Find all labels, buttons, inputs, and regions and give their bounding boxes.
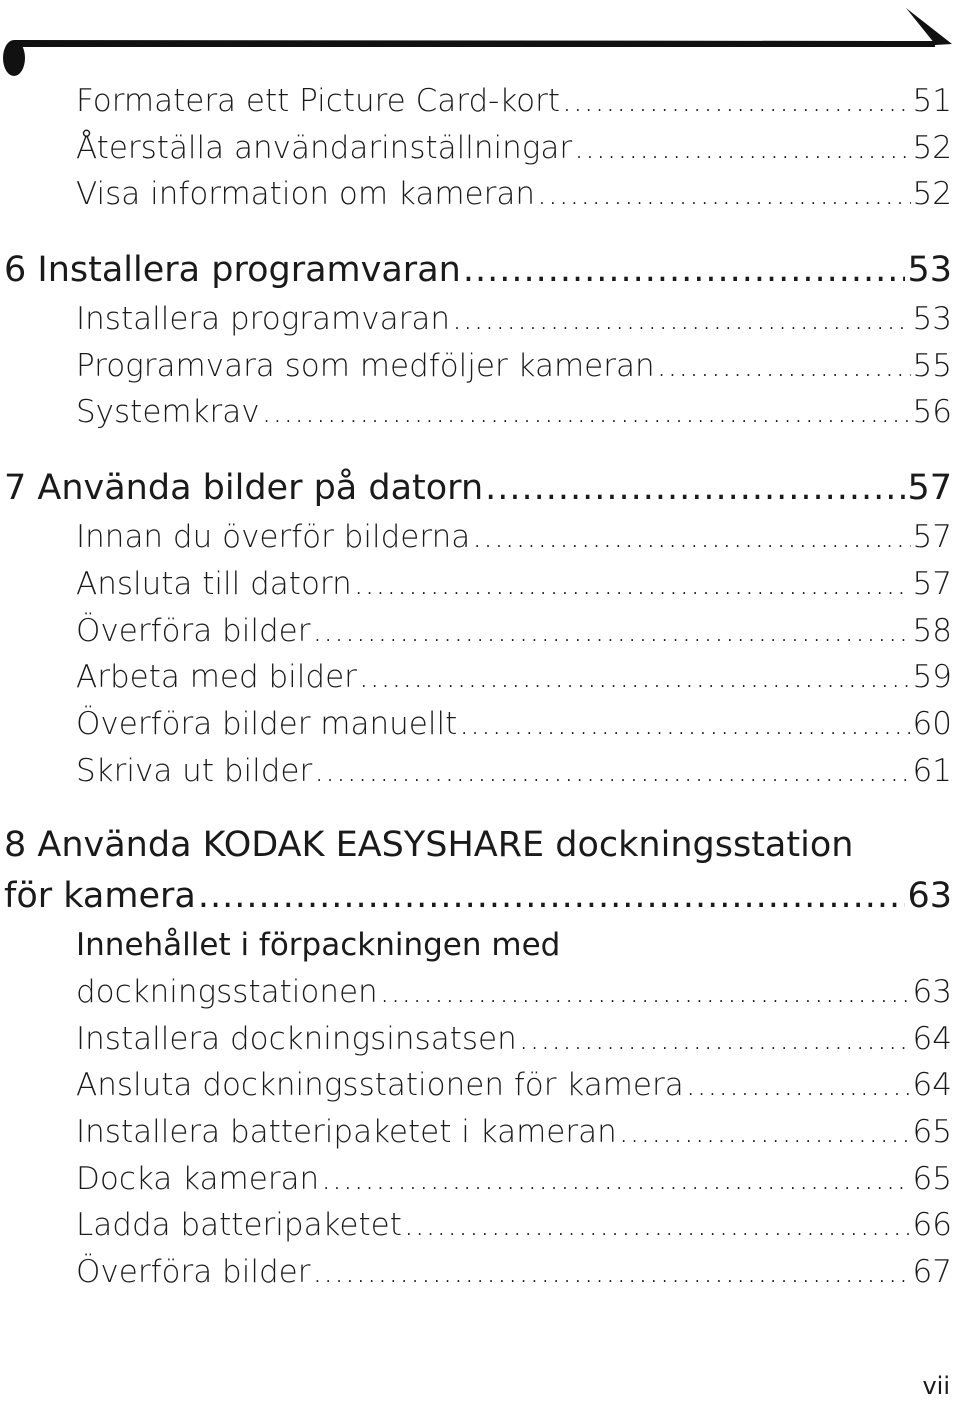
toc-entry-title: Systemkrav [76, 394, 260, 431]
toc-entry[interactable] [0, 561, 952, 608]
dot-leader [472, 514, 910, 561]
toc-entry-page: 60 [912, 705, 952, 742]
toc-entry-page: 57 [912, 519, 952, 556]
chapter-title-line[interactable]: 8 Använda KODAK EASYSHARE dockningsstation [4, 825, 854, 866]
dot-leader [359, 654, 911, 701]
chapter-title: för kamera [4, 876, 196, 917]
toc-entry[interactable] [0, 514, 952, 561]
dot-leader [452, 296, 911, 343]
toc-entry-page: 51 [912, 83, 952, 119]
dot-leader [459, 701, 910, 748]
toc-entry[interactable] [0, 1109, 952, 1156]
dot-leader [380, 969, 911, 1016]
toc-entry[interactable] [0, 1062, 952, 1109]
toc-entry-page: 66 [912, 1207, 952, 1244]
table-of-contents [0, 78, 952, 1296]
dot-leader [562, 78, 911, 125]
spacer [0, 794, 952, 820]
toc-entry-page: 64 [912, 1020, 952, 1057]
dot-leader [574, 125, 910, 172]
toc-entry-page: 58 [912, 612, 952, 649]
toc-entry[interactable] [0, 171, 952, 218]
chapter-page: 53 [907, 250, 952, 291]
dot-leader [354, 561, 911, 608]
toc-entry-title: dockningsstationen [76, 973, 378, 1010]
toc-entry[interactable] [0, 654, 952, 701]
page-number: vii [922, 1372, 950, 1400]
spacer [0, 218, 952, 244]
toc-entry[interactable] [0, 969, 952, 1016]
toc-entry[interactable] [0, 343, 952, 390]
dot-leader [314, 748, 910, 795]
dot-leader [312, 1249, 910, 1296]
toc-entry-title: Överföra bilder manuellt [76, 705, 458, 742]
toc-entry[interactable] [0, 748, 952, 795]
dot-leader [686, 1062, 911, 1109]
toc-entry-page: 56 [912, 394, 952, 431]
toc-entry[interactable] [0, 1249, 952, 1296]
dot-leader [657, 343, 911, 390]
toc-entry-title: Installera batteripaketet i kameran [76, 1114, 617, 1150]
toc-entry-page: 55 [912, 347, 952, 384]
toc-entry-title: Ansluta till datorn [76, 565, 352, 602]
toc-entry-page: 65 [912, 1160, 952, 1197]
toc-entry-title: Innan du överför bilderna [76, 519, 471, 556]
toc-entry-page: 59 [912, 659, 952, 696]
dot-leader [619, 1109, 911, 1156]
dot-leader [519, 1016, 911, 1063]
toc-entry-page: 64 [912, 1067, 952, 1104]
toc-entry-title: Formatera ett Picture Card-kort [76, 83, 561, 119]
toc-entry-page: 52 [912, 176, 952, 213]
toc-entry[interactable] [0, 78, 952, 125]
toc-entry-title: Visa information om kameran [76, 176, 535, 213]
toc-entry[interactable] [0, 608, 952, 655]
toc-entry[interactable] [0, 1156, 952, 1203]
spacer [0, 436, 952, 462]
dot-leader [404, 1202, 911, 1249]
toc-entry[interactable] [0, 701, 952, 748]
toc-chapter-6[interactable] [0, 244, 952, 296]
dot-leader [537, 171, 911, 218]
toc-entry-title: Överföra bilder [76, 1254, 311, 1291]
toc-entry-title-line[interactable]: Innehållet i förpackningen med [76, 927, 561, 964]
toc-entry-title: Arbeta med bilder [76, 659, 357, 696]
toc-entry-title: Docka kameran [76, 1160, 320, 1197]
toc-entry-page: 65 [912, 1114, 952, 1150]
toc-entry-title: Återställa användarinställningar [76, 129, 573, 166]
dot-leader [463, 244, 906, 296]
dot-leader [198, 870, 906, 922]
toc-entry-title: Installera dockningsinsatsen [76, 1020, 517, 1057]
toc-entry[interactable] [0, 296, 952, 343]
chapter-title: 7 Använda bilder på datorn [4, 468, 484, 509]
dot-leader [321, 1156, 910, 1203]
toc-entry-page: 53 [912, 301, 952, 338]
toc-chapter-8[interactable] [0, 870, 952, 922]
toc-entry[interactable] [0, 125, 952, 172]
toc-entry-title: Programvara som medföljer kameran [76, 347, 655, 384]
toc-entry-title: Installera programvaran [76, 301, 450, 338]
dot-leader [485, 462, 905, 514]
toc-entry[interactable] [0, 389, 952, 436]
toc-entry-title: Ansluta dockningsstationen för kamera [76, 1067, 684, 1104]
toc-chapter-7[interactable] [0, 462, 952, 514]
toc-entry-title: Skriva ut bilder [76, 752, 313, 789]
toc-entry[interactable] [0, 1016, 952, 1063]
toc-entry-page: 61 [912, 752, 952, 789]
dot-leader [312, 608, 910, 655]
header-rule [0, 0, 960, 80]
chapter-page: 63 [907, 876, 952, 917]
toc-entry-title: Ladda batteripaketet [76, 1207, 402, 1244]
toc-entry-title: Överföra bilder [76, 612, 311, 649]
toc-entry-page: 57 [912, 565, 952, 602]
dot-leader [262, 389, 911, 436]
toc-entry-page: 67 [912, 1254, 952, 1291]
chapter-title: 6 Installera programvaran [4, 250, 461, 291]
chapter-page: 57 [907, 468, 952, 509]
toc-entry-page: 63 [912, 973, 952, 1010]
toc-entry-page: 52 [912, 129, 952, 166]
toc-entry[interactable] [0, 1202, 952, 1249]
